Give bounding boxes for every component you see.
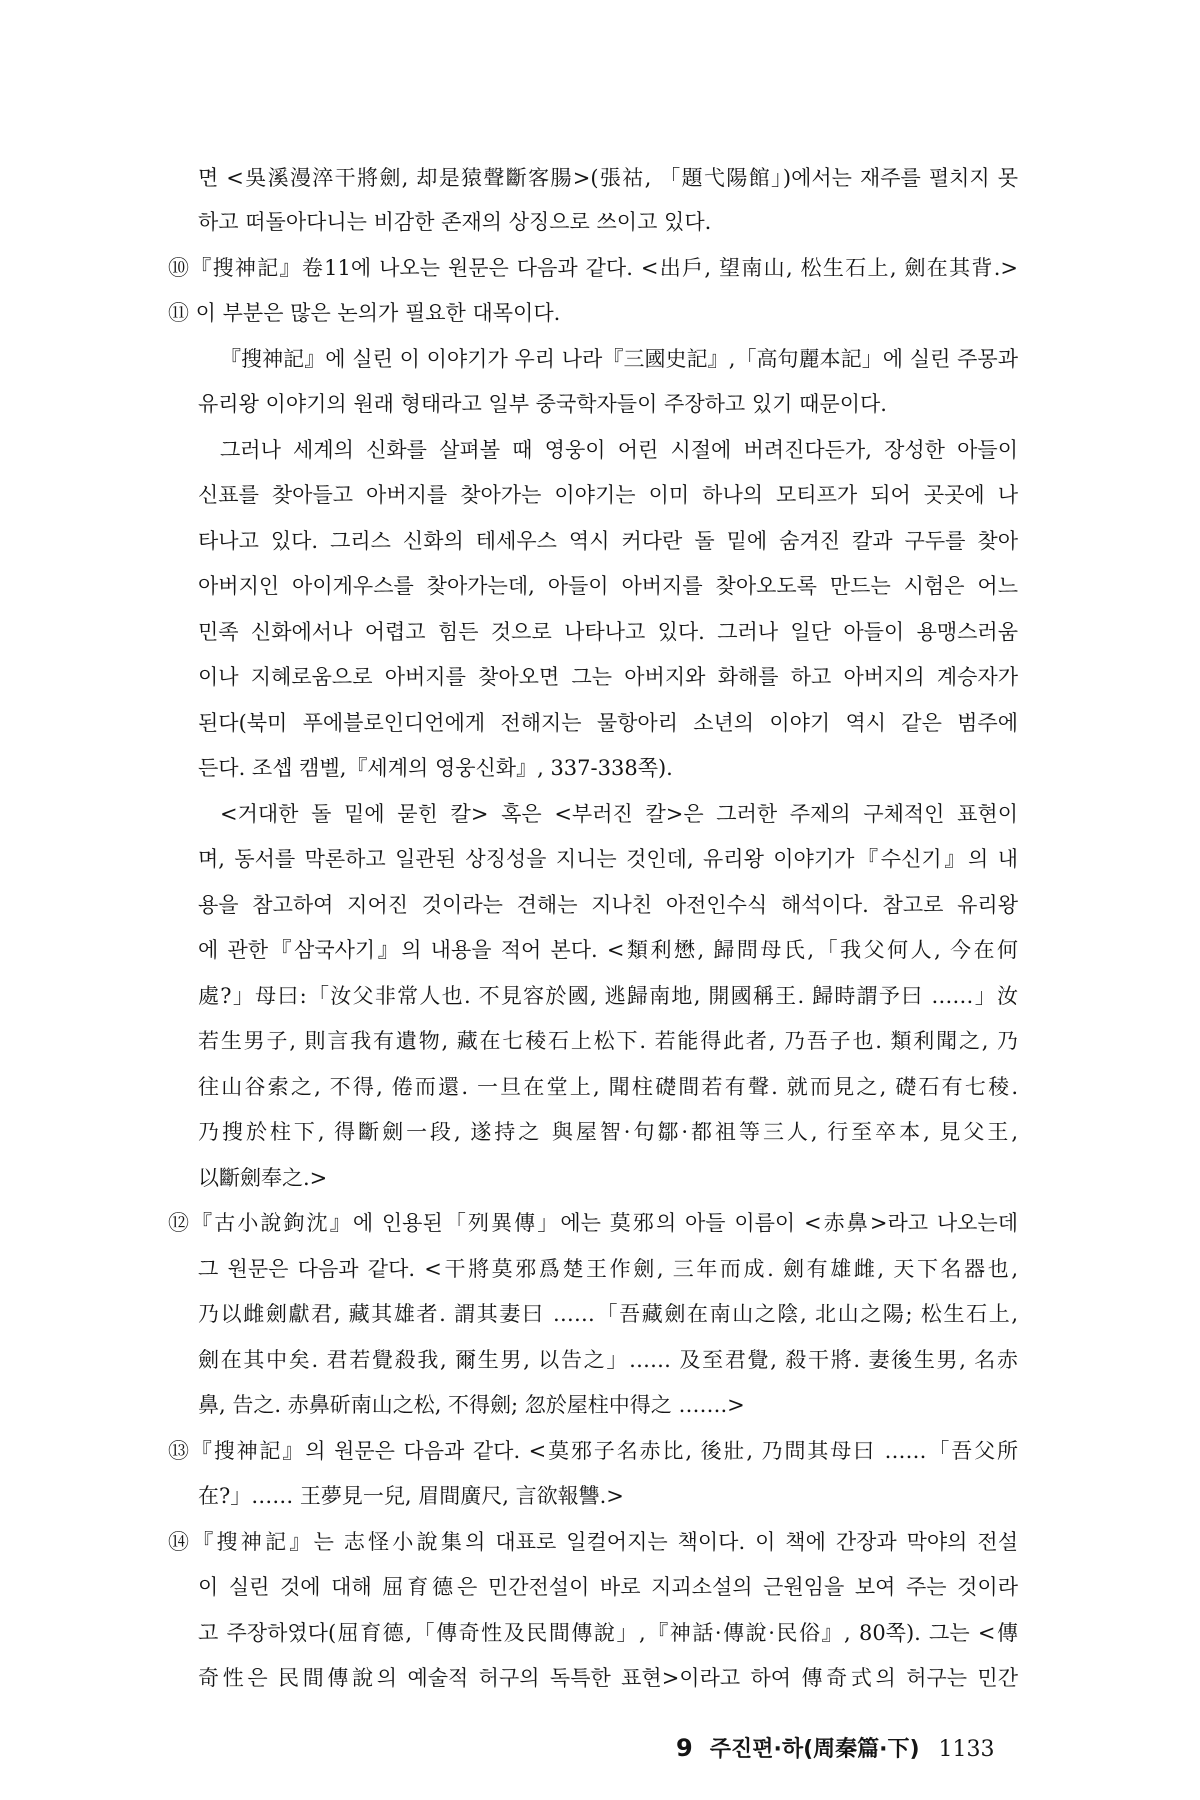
chapter-title: 주진편·하(周秦篇·下) bbox=[709, 1737, 920, 1762]
text-line: 면 <吳溪漫淬干將劍, 却是猿聲斷客腸>(張祜, 「題弋陽館」)에서는 재주를 펼치지 못 bbox=[198, 166, 1018, 190]
text-line: 往山谷索之, 不得, 倦而還. 一旦在堂上, 聞柱礎間若有聲. 就而見之, 礎石有七稜. bbox=[198, 1075, 1018, 1099]
text-line: 에 관한『삼국사기』의 내용을 적어 본다. <類利懋, 歸問母氏,「我父何人, 今在何 bbox=[198, 938, 1018, 962]
text-line: 鼻, 告之. 赤鼻斫南山之松, 不得劍; 忽於屋柱中得之 …….> bbox=[198, 1393, 745, 1417]
text-line: 在?」…… 王夢見一兒, 眉間廣尺, 言欲報讐.> bbox=[198, 1484, 624, 1508]
text-line: 민족 신화에서나 어렵고 힘든 것으로 나타나고 있다. 그러나 일단 아들이 용맹스러움 bbox=[198, 620, 1018, 644]
text-line: 된다(북미 푸에블로인디언에게 전해지는 물항아리 소년의 이야기 역시 같은 범주에 bbox=[198, 711, 1018, 735]
text-line: 든다. 조셉 캠벨,『세계의 영웅신화』, 337-338쪽). bbox=[198, 756, 673, 780]
footnote-14: ⑭『搜神記』는 志怪小說集의 대표로 일컬어지는 책이다. 이 책에 간장과 막야의 전설 bbox=[168, 1530, 1018, 1554]
page-number: 1133 bbox=[938, 1737, 995, 1762]
text-line: 乃搜於柱下, 得斷劍一段, 遂持之 與屋智·句鄒·都祖等三人, 行至卒本, 見父王, bbox=[198, 1120, 1018, 1144]
footnote-11: ⑪ 이 부분은 많은 논의가 필요한 대목이다. bbox=[168, 301, 561, 325]
text-line: 處?」母曰:「汝父非常人也. 不見容於國, 逃歸南地, 開國稱王. 歸時謂予曰 ……」汝 bbox=[198, 984, 1018, 1008]
page-footer bbox=[676, 1728, 995, 1768]
text-line: 『搜神記』에 실린 이 이야기가 우리 나라『三國史記』,「高句麗本記」에 실린 주몽과 bbox=[220, 347, 1018, 371]
text-line: 아버지인 아이게우스를 찾아가는데, 아들이 아버지를 찾아오도록 만드는 시험은 어느 bbox=[198, 574, 1018, 598]
text-line: 고 주장하였다(屈育德,「傳奇性及民間傳說」,『神話·傳說·民俗』, 80쪽). 그는 <傳 bbox=[198, 1621, 1018, 1645]
text-line: 용을 참고하여 지어진 것이라는 견해는 지나친 아전인수식 해석이다. 참고로 유리왕 bbox=[198, 893, 1018, 917]
footnote-13: ⑬『搜神記』의 원문은 다음과 같다. <莫邪子名赤比, 後壯, 乃問其母曰 ……「吾父所 bbox=[168, 1439, 1018, 1463]
text-line: 유리왕 이야기의 원래 형태라고 일부 중국학자들이 주장하고 있기 때문이다. bbox=[198, 392, 887, 416]
text-line: 이 실린 것에 대해 屈育德은 민간전설이 바로 지괴소설의 근원임을 보여 주는 것이라 bbox=[198, 1575, 1018, 1599]
text-line: <거대한 돌 밑에 묻힌 칼> 혹은 <부러진 칼>은 그러한 주제의 구체적인 표현이 bbox=[220, 802, 1018, 826]
text-line: 그러나 세계의 신화를 살펴볼 때 영웅이 어린 시절에 버려진다든가, 장성한 아들이 bbox=[220, 438, 1018, 462]
text-line: 며, 동서를 막론하고 일관된 상징성을 지니는 것인데, 유리왕 이야기가『수신기』의 내 bbox=[198, 847, 1018, 871]
text-line: 이나 지혜로움으로 아버지를 찾아오면 그는 아버지와 화해를 하고 아버지의 계승자가 bbox=[198, 665, 1018, 689]
text-line: 劍在其中矣. 君若覺殺我, 爾生男, 以告之」…… 及至君覺, 殺干將. 妻後生男, 名赤 bbox=[198, 1348, 1018, 1372]
text-line: 乃以雌劍獻君, 藏其雄者. 謂其妻曰 ……「吾藏劍在南山之陰, 北山之陽; 松生石上, bbox=[198, 1302, 1018, 1326]
text-line: 그 원문은 다음과 같다. <干將莫邪爲楚王作劍, 三年而成. 劍有雄雌, 天下名器也, bbox=[198, 1257, 1018, 1281]
text-line: 신표를 찾아들고 아버지를 찾아가는 이야기는 이미 하나의 모티프가 되어 곳곳에 나 bbox=[198, 483, 1018, 507]
text-line: 以斷劍奉之.> bbox=[198, 1166, 328, 1190]
footnote-10: ⑩『搜神記』卷11에 나오는 원문은 다음과 같다. <出戶, 望南山, 松生石上, 劍在其背.> bbox=[168, 256, 1018, 280]
text-line: 하고 떠돌아다니는 비감한 존재의 상징으로 쓰이고 있다. bbox=[198, 210, 712, 234]
footnote-12: ⑫『古小說鉤沈』에 인용된「列異傳」에는 莫邪의 아들 이름이 <赤鼻>라고 나오는데 bbox=[168, 1211, 1018, 1235]
text-line: 若生男子, 則言我有遺物, 藏在七稜石上松下. 若能得此者, 乃吾子也. 類利聞之, 乃 bbox=[198, 1029, 1018, 1053]
chapter-number: 9 bbox=[676, 1734, 693, 1762]
text-line: 타나고 있다. 그리스 신화의 테세우스 역시 커다란 돌 밑에 숨겨진 칼과 구두를 찾아 bbox=[198, 529, 1018, 553]
text-line: 奇性은 民間傳說의 예술적 허구의 독특한 표현>이라고 하여 傳奇式의 허구는 민간 bbox=[198, 1666, 1018, 1690]
